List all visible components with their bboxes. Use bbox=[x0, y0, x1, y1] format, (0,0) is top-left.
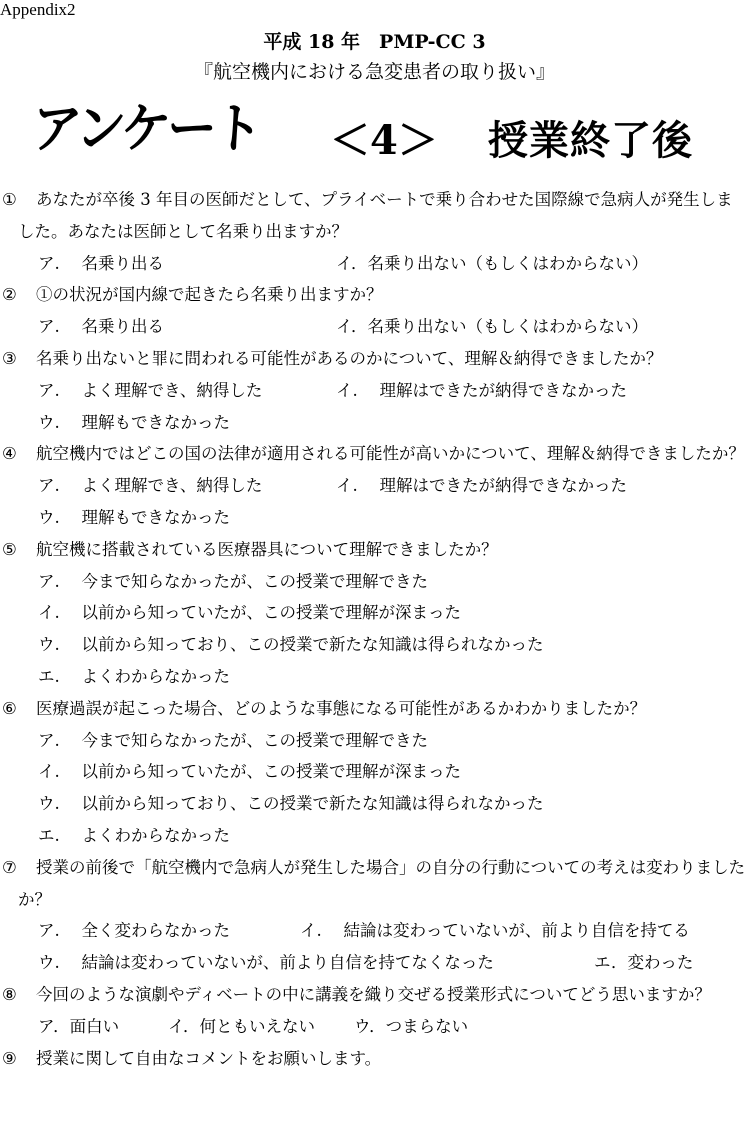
answer-option[interactable]: イ. 理解はできたが納得できなかった bbox=[336, 476, 627, 496]
question-text: 航空機内ではどこの国の法律が適用される可能性が高いかについて、理解＆納得できましたか？ bbox=[36, 444, 745, 464]
answer-option[interactable]: イ．何ともいえない bbox=[168, 1016, 316, 1036]
question-3 bbox=[0, 343, 749, 438]
answer-option[interactable]: ウ. 以前から知っており、この授業で新たな知識は得られなかった bbox=[38, 635, 544, 655]
answer-option[interactable]: ア. 今まで知らなかったが、この授業で理解できた bbox=[38, 730, 428, 750]
answer-option[interactable]: イ. 結論は変わっていないが、前より自信を持てる bbox=[300, 921, 690, 941]
answer-option[interactable]: イ. 以前から知っていたが、この授業で理解が深まった bbox=[38, 603, 461, 623]
question-9 bbox=[0, 1043, 749, 1075]
question-number: ⑦ bbox=[2, 857, 17, 877]
answer-option[interactable]: ア．面白い bbox=[38, 1016, 120, 1036]
answer-option[interactable]: ウ. 理解もできなかった bbox=[38, 412, 230, 432]
question-text: あなたが卒後 3 年目の医師だとして、プライベートで乗り合わせた国際線で急病人が発生しました。あなたは医師として名乗り出ますか？ bbox=[18, 190, 733, 241]
answer-option[interactable]: ア. 名乗り出る bbox=[38, 317, 164, 337]
question-1 bbox=[0, 184, 749, 279]
timing-heading: 授業終了後 bbox=[488, 117, 693, 164]
answer-option[interactable]: ウ. 理解もできなかった bbox=[38, 507, 230, 527]
answer-option[interactable]: ア. よく理解でき、納得した bbox=[38, 476, 263, 496]
question-text: ①の状況が国内線で起きたら名乗り出ますか？ bbox=[36, 285, 383, 305]
question-list bbox=[0, 184, 749, 1074]
question-number: ⑤ bbox=[2, 539, 17, 559]
course-subtitle: 『航空機内における急変患者の取り扱い』 bbox=[193, 61, 555, 83]
session-number: ＜4＞ bbox=[330, 117, 438, 164]
question-number: ⑨ bbox=[2, 1048, 17, 1068]
question-8 bbox=[0, 979, 749, 1043]
question-7 bbox=[0, 852, 749, 979]
answer-option[interactable]: ウ．つまらない bbox=[354, 1016, 469, 1036]
question-number: ② bbox=[2, 285, 17, 305]
question-text: 名乗り出ないと罪に問われる可能性があるのかについて、理解＆納得できましたか？ bbox=[36, 348, 663, 368]
answer-option[interactable]: ア. 今まで知らなかったが、この授業で理解できた bbox=[38, 571, 428, 591]
answer-option[interactable]: イ. 以前から知っていたが、この授業で理解が深まった bbox=[38, 762, 461, 782]
question-2 bbox=[0, 279, 749, 343]
answer-option[interactable]: ウ. 結論は変わっていないが、前より自信を持てなくなった bbox=[38, 953, 494, 973]
question-4 bbox=[0, 438, 749, 533]
answer-option[interactable]: ウ. 以前から知っており、この授業で新たな知識は得られなかった bbox=[38, 794, 544, 814]
question-text: 授業に関して自由なコメントをお願いします。 bbox=[36, 1048, 382, 1068]
enquete-heading: アンケート bbox=[29, 97, 261, 160]
answer-option[interactable]: エ. よくわからなかった bbox=[38, 666, 230, 686]
answer-option[interactable]: エ. よくわからなかった bbox=[38, 825, 230, 845]
appendix-label: Appendix2 bbox=[0, 0, 76, 19]
answer-option[interactable]: イ．名乗り出ない（もしくはわからない） bbox=[336, 253, 649, 273]
question-number: ③ bbox=[2, 348, 17, 368]
answer-option[interactable]: ア. よく理解でき、納得した bbox=[38, 380, 263, 400]
question-text: 医療過誤が起こった場合、どのような事態になる可能性があるかわかりましたか？ bbox=[36, 698, 647, 718]
question-number: ⑥ bbox=[2, 698, 17, 718]
answer-option[interactable]: ア. 全く変わらなかった bbox=[38, 921, 230, 941]
question-text: 航空機に搭載されている医療器具について理解できましたか？ bbox=[36, 539, 498, 559]
course-title: 平成 18 年 PMP-CC 3 bbox=[263, 31, 486, 53]
answer-option[interactable]: ア. 名乗り出る bbox=[38, 253, 164, 273]
question-number: ④ bbox=[2, 444, 17, 464]
question-number: ① bbox=[2, 190, 17, 209]
question-text: 授業の前後で「航空機内で急病人が発生した場合」の自分の行動についての考えは変わりましたか？ bbox=[18, 857, 746, 909]
question-5 bbox=[0, 534, 749, 693]
question-text: 今回のような演劇やディベートの中に講義を織り交ぜる授業形式についてどう思いますか？ bbox=[36, 984, 711, 1004]
answer-option[interactable]: イ．名乗り出ない（もしくはわからない） bbox=[336, 317, 649, 337]
answer-option[interactable]: イ. 理解はできたが納得できなかった bbox=[336, 380, 627, 400]
question-6 bbox=[0, 693, 749, 852]
answer-option[interactable]: エ．変わった bbox=[594, 953, 694, 973]
question-number: ⑧ bbox=[2, 984, 17, 1004]
